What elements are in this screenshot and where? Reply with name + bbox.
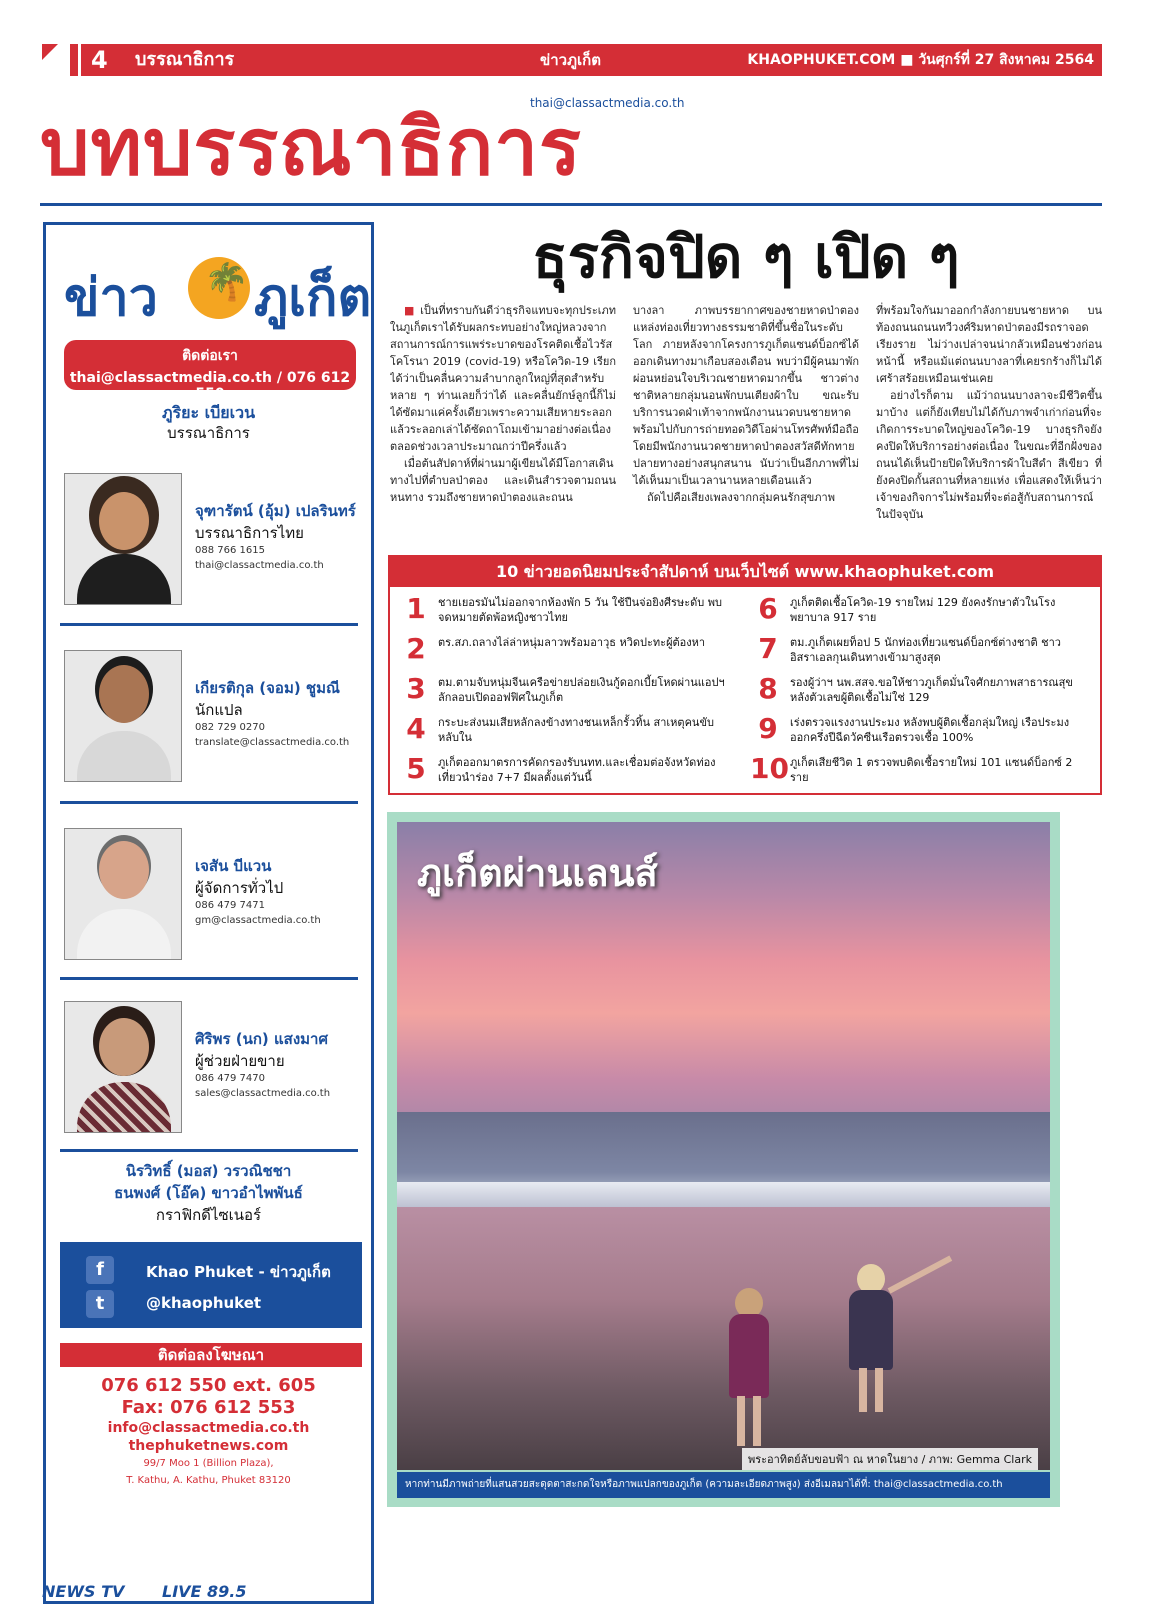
news-headline: ตม.ภูเก็ตเผยท็อป 5 นักท่องเที่ยวแซนด์บ็อกซ์ต่างชาติ ชาวอิสราเอลกุนเดินทางเข้ามาสูงสุด: [790, 636, 1061, 664]
header-rule: [40, 203, 1102, 206]
news-rank: 9: [758, 712, 778, 745]
staff-name: เกียรติกุล (จอม) ชูมณี: [195, 679, 340, 697]
graphic-designers: [46, 1160, 371, 1226]
site-link[interactable]: KHAOPHUKET.COM: [747, 52, 896, 68]
staff-email[interactable]: translate@classactmedia.co.th: [195, 737, 350, 748]
facebook-label: Khao Phuket - ข่าวภูเก็ต: [146, 1263, 331, 1281]
ad-contact-bar: ติดต่อลงโฆษณา: [60, 1343, 362, 1367]
editor-name: ภูริยะ เบียเวน: [161, 403, 256, 422]
article-body: [390, 302, 1102, 550]
ad-contact-info: [46, 1375, 371, 1489]
news-item[interactable]: [746, 751, 1091, 789]
body-shape: [77, 1082, 171, 1133]
news-headline: ภูเก็ตออกมาตรการคัดกรองรับนทท.และเชื่อมต่อจังหวัดท่องเที่ยวนำร่อง 7+7 มีผลตั้งแต่วันนี้: [438, 756, 716, 784]
paragraph: ที่พร้อมใจกันมาออกกำลังกายบนชายหาด บนท้องถนนถนนทวีวงศ์ริมหาดป่าตองมีรถราจอดเรียงราย ไม่ว่างเปล่าจนน่ากลัวเหมือนช่วงก่อนหน้านี้ หรือแม้แต่ถนนบางลาที่เคยรกร้างก็ไม่ได้เศร้าสร้อยเหมือนเช่นเคย: [876, 304, 1102, 385]
news-headline: ตร.สภ.ถลางไล่ล่าหนุ่มลาวพร้อมอาวุธ หวิดปะทะผู้ต้องหา: [438, 636, 706, 649]
staff-email[interactable]: thai@classactmedia.co.th: [195, 560, 324, 571]
head-shape: [99, 841, 149, 899]
square-icon: ■: [900, 52, 914, 68]
news-headline: ชายเยอรมันไม่ออกจากห้องพัก 5 วัน ใช้ปืนจ่อยิงศีรษะดับ พบจดหมายตัดพ้อหญิงชาวไทย: [438, 596, 722, 624]
staff-email[interactable]: gm@classactmedia.co.th: [195, 915, 321, 926]
news-rank: 3: [406, 672, 426, 705]
news-headline: ภูเก็ตติดเชื้อโควิด-19 รายใหม่ 129 ยังคงรักษาตัวในโรงพยาบาล 917 ราย: [790, 596, 1056, 624]
news-item[interactable]: [746, 631, 1091, 669]
top-10-title: 10 ข่าวยอดนิยมประจำสัปดาห์ บนเว็บไซต์ www.khaophuket.com: [390, 557, 1100, 587]
staff-role: ผู้ช่วยฝ่ายขาย: [195, 1052, 285, 1070]
wet-sand: [397, 1207, 1050, 1470]
photo-submission-note: หากท่านมีภาพถ่ายที่แสนสวยสะดุดตาสะกดใจหรือภาพแปลกของภูเก็ต (ความละเอียดภาพสูง) ส่งอีเมลมาได้ที่: thai@classactmedia.co.th: [397, 1472, 1050, 1498]
staff-sidebar: [43, 222, 374, 1604]
staff-phone: 088 766 1615: [195, 545, 265, 556]
staff-divider: [60, 1149, 358, 1152]
news-item[interactable]: [394, 751, 739, 789]
news-item[interactable]: [394, 711, 739, 749]
news-item[interactable]: [394, 631, 739, 669]
issue-date: วันศุกร์ที่ 27 สิงหาคม 2564: [918, 52, 1094, 68]
photo-caption: พระอาทิตย์ลับขอบฟ้า ณ หาดในยาง / ภาพ: Gemma Clark: [742, 1448, 1038, 1470]
news-item[interactable]: [746, 671, 1091, 709]
staff-photo: [64, 650, 182, 782]
head-shape: [99, 1018, 149, 1076]
staff-photo: [64, 828, 182, 960]
ad-address-line1: 99/7 Moo 1 (Billion Plaza),: [143, 1458, 274, 1469]
news-item[interactable]: [746, 591, 1091, 629]
ad-fax: Fax: 076 612 553: [121, 1397, 296, 1418]
news-item[interactable]: [746, 711, 1091, 749]
news-headline: เร่งตรวจแรงงานประมง หลังพบผู้ติดเชื้อกลุ่มใหญ่ เรือประมงออกครึ่งปีฉีดวัคซีนเรือตรวจเชื้อ 100%: [790, 716, 1070, 744]
article-title: ธุรกิจปิด ๆ เปิด ๆ: [532, 223, 960, 291]
corner-triangle: [42, 44, 58, 60]
staff-name: จุฑารัตน์ (อุ้ม) เปลรินทร์: [195, 502, 356, 520]
staff-phone: 086 479 7471: [195, 900, 265, 911]
body-shape: [77, 909, 171, 960]
staff-name: เจสัน บีแวน: [195, 857, 272, 875]
staff-name: ศิริพร (นก) แสงมาศ: [195, 1030, 328, 1048]
news-rank: 4: [406, 712, 426, 745]
page-number: 4: [78, 44, 108, 76]
staff-card: [60, 467, 360, 617]
staff-role: บรรณาธิการไทย: [195, 524, 304, 542]
news-rank: 1: [406, 592, 426, 625]
staff-card: [60, 822, 360, 972]
top-logo: ข่าวภูเก็ต: [540, 51, 601, 69]
staff-divider: [60, 801, 358, 804]
top-10-news: [388, 555, 1102, 795]
editor-role: บรรณาธิการ: [167, 424, 250, 442]
news-headline: กระบะส่งนมเสียหลักลงข้างทางชนเหล็กรั้วทิ้น สาเหตุคนขับหลับใน: [438, 716, 714, 744]
paragraph: เมื่อต้นสัปดาห์ที่ผ่านมาผู้เขียนได้มีโอกาสเดินทางไปที่ตำบลป่าตอง และเดินสำรวจตามถนนหนทาง รวมถึงชายหาดป่าตองและถนน: [390, 457, 616, 504]
designer-name: นิรวิทธิ์ (มอส) วรวณิชชา: [125, 1162, 292, 1180]
ad-email[interactable]: info@classactmedia.co.th: [107, 1420, 310, 1436]
section-name: บรรณาธิการ: [135, 49, 235, 70]
header-email[interactable]: thai@classactmedia.co.th: [530, 96, 685, 110]
news-rank: 6: [758, 592, 778, 625]
photo-feature: [387, 812, 1060, 1507]
news-rank: 10: [750, 752, 789, 785]
contact-value[interactable]: thai@classactmedia.co.th / 076 612 550: [69, 370, 351, 402]
feature-title: ภูเก็ตผ่านเลนส์: [417, 851, 658, 895]
staff-role: นักแปล: [195, 701, 243, 719]
news-rank: 2: [406, 632, 426, 665]
live-radio-logo: LIVE 89.5: [162, 1582, 247, 1601]
staff-phone: 082 729 0270: [195, 722, 265, 733]
staff-divider: [60, 623, 358, 626]
news-item[interactable]: [394, 591, 739, 629]
paragraph: อย่างไรก็ตาม แม้ว่าถนนบางลาจะมีชีวิตขึ้นมาบ้าง แต่ก็ยังเทียบไม่ได้กับภาพจำเก่าก่อนที่จะเกิดการระบาดใหญ่ของโควิด-19 บางธุรกิจยังคงปิดให้บริการอย่างต่อเนื่อง ในขณะที่อีกฝั่งของถนนได้เห็นป้ายปิดให้บริการผ้าใบสีดำ สีเขียว ที่ยังคงปิดกั้นสถานที่หลายแห่ง เพื่อแสดงให้เห็นว่าเจ้าของกิจการไม่พร้อมที่จะต่อสู้กับสถานการณ์ในปัจจุบัน: [876, 389, 1102, 521]
staff-role: ผู้จัดการทั่วไป: [195, 879, 284, 897]
news-rank: 7: [758, 632, 778, 665]
head-shape: [99, 492, 149, 550]
twitter-label: @khaophuket: [146, 1294, 262, 1312]
news-headline: รองผู้ว่าฯ นพ.สสจ.ขอให้ชาวภูเก็ตมั่นใจศักยภาพสาธารณสุข หลังตัวเลขผู้ติดเชื้อไม่ใช่ 129: [790, 676, 1073, 704]
article-column-1: [390, 302, 616, 506]
brand-logo: [60, 245, 372, 335]
body-shape: [77, 731, 171, 782]
paragraph: ถัดไปคือเสียงเพลงจากกลุ่มคนรักสุขภาพ: [647, 491, 835, 504]
contact-label: ติดต่อเรา: [182, 348, 238, 364]
news-item[interactable]: [394, 671, 739, 709]
paragraph: ■ เป็นที่ทราบกันดีว่าธุรกิจแทบจะทุกประเภทในภูเก็ตเราได้รับผลกระทบอย่างใหญ่หลวงจากสถานการณ์การแพร่ระบาดของโรคติดเชื้อไวรัสโคโรนา 2019 (covid-19) หรือโควิด-19 เรียกได้ว่าเป็นคลื่นความลำบากลูกใหญ่ที่สุดสำหรับหลาย ๆ ท่านเลยก็ว่าได้ และคลื่นยักษ์ลูกนี้ก็ไม่ได้ซัดมาแค่ครั้งเดียวเพราะความเสียหายระลอกแล้วระลอกเล่าได้ซัดถาโถมเข้ามาอย่างต่อเนื่อง ตลอดช่วงเวลาประมาณกว่าปีครึ่งแล้ว: [390, 304, 616, 453]
news-rank: 8: [758, 672, 778, 705]
facebook-icon: f: [86, 1256, 114, 1284]
staff-card: [60, 995, 360, 1145]
twitter-icon: t: [86, 1290, 114, 1318]
staff-phone: 086 479 7470: [195, 1073, 265, 1084]
sunset-photo: [397, 822, 1050, 1470]
bullet-square-icon: ■: [404, 304, 421, 317]
ad-address-line2: T. Kathu, A. Kathu, Phuket 83120: [126, 1475, 291, 1486]
article-column-2: [633, 302, 859, 506]
staff-photo: [64, 1001, 182, 1133]
body-shape: [77, 554, 171, 605]
ad-website[interactable]: thephuketnews.com: [128, 1438, 289, 1454]
staff-email[interactable]: sales@classactmedia.co.th: [195, 1088, 331, 1099]
ad-phone: 076 612 550 ext. 605: [101, 1375, 316, 1396]
brand-text-left: ข่าว: [64, 268, 158, 328]
dateline: [747, 44, 1094, 76]
head-shape: [99, 665, 149, 723]
paragraph: บางลา ภาพบรรยากาศของชายหาดป่าตอง แหล่งท่องเที่ยวทางธรรมชาติที่ขึ้นชื่อในระดับโลก ภายหลังจากโครงการภูเก็ตแซนด์บ็อกซ์ได้ออกเดินทางมาเกือบสองเดือน พบว่ามีผู้คนมาพักผ่อนหย่อนใจบริเวณชายหาดมากขึ้น ชาวต่างชาติหลายกลุ่มนอนพักบนเตียงผ้าใบ ขณะรับบริการนวดฝ่าเท้าจากพนักงานนวดบนชายหาด พร้อมไปกับการถ่ายทอดวิดีโอผ่านโทรศัพท์มือถือ โดยมีพนักงานนวดชายหาดป่าตองสวัสดีทักทายปลายทางอย่างสนุกสนาน นับว่าเป็นอีกภาพที่ไม่ได้เห็นมาเป็นเวลานานหลายเดือนแล้ว: [633, 304, 859, 487]
news-rank: 5: [406, 752, 426, 785]
news-tv-logo: NEWS TV: [42, 1582, 125, 1601]
designer-name: ธนพงศ์ (โอ๊ค) ขาวอำไพพันธ์: [114, 1184, 303, 1202]
contact-box: [64, 340, 356, 402]
masthead: บทบรรณาธิการ: [40, 103, 582, 193]
news-headline: ตม.ตามจับหนุ่มจีนเครือข่ายปล่อยเงินกู้ดอกเบี้ยโหดผ่านแอปฯ ลักลอบเปิดออฟฟิศในภูเก็ต: [438, 676, 725, 704]
staff-card: [60, 644, 360, 794]
staff-photo: [64, 473, 182, 605]
palm-tree-icon: 🌴: [204, 262, 249, 303]
article-column-3: [876, 302, 1102, 523]
social-box: [60, 1242, 362, 1328]
designer-role: กราฟิกดีไซเนอร์: [155, 1206, 262, 1224]
brand-text-right: ภูเก็ต: [254, 268, 372, 328]
news-headline: ภูเก็ตเสียชีวิต 1 ตรวจพบติดเชื้อรายใหม่ 101 แซนด์บ็อกซ์ 2 ราย: [790, 756, 1073, 784]
staff-divider: [60, 977, 358, 980]
